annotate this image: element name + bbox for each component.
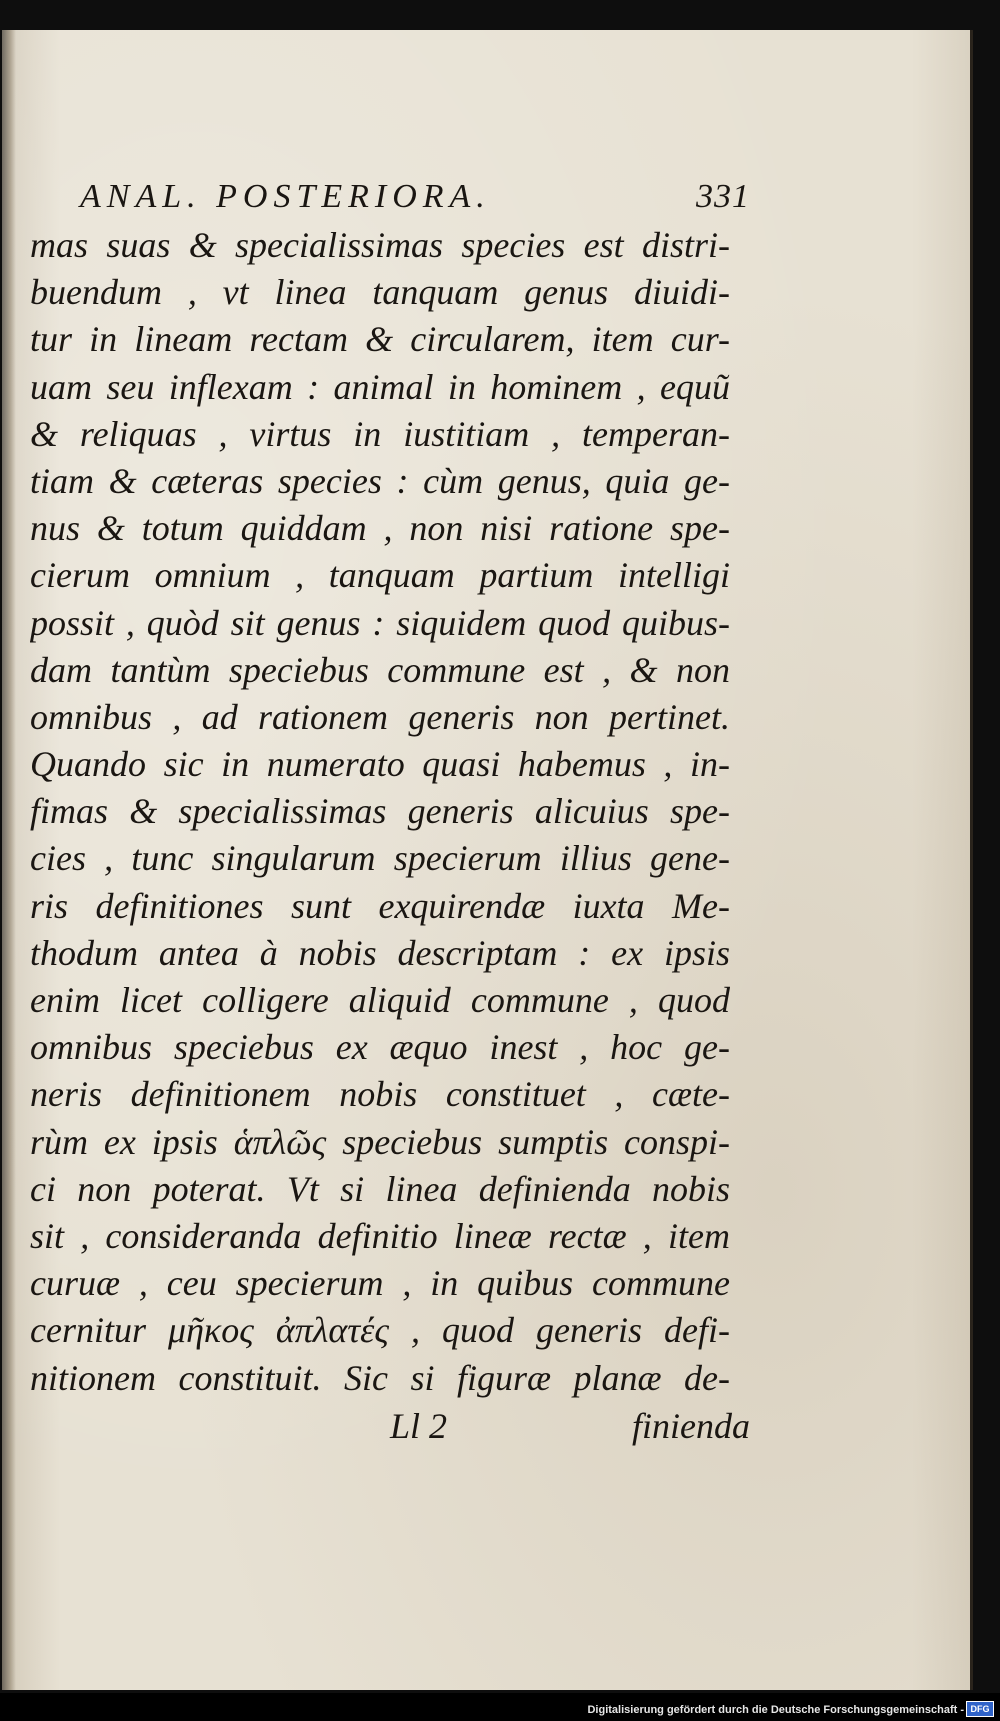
- page-number: 331: [696, 178, 750, 215]
- text-line: thodum antea à nobis descriptam : ex ipsis: [30, 932, 730, 973]
- text-line: cernitur μῆκος ἀπλατές , quod generis defi-: [30, 1310, 730, 1351]
- text-line: tiam & cæteras species : cùm genus, quia ge-: [30, 460, 730, 501]
- text-block: [30, 178, 750, 1450]
- running-head: [80, 178, 750, 216]
- text-line: enim licet colligere aliquid commune , quod: [30, 980, 730, 1020]
- text-line: omnibus , ad rationem generis non pertinet.: [30, 696, 730, 737]
- funding-credit: Digitalisierung gefördert durch die Deutsche Forschungsgemeinschaft -: [587, 1704, 964, 1716]
- text-line: ci non poterat. Vt si linea definienda nobis: [30, 1168, 730, 1209]
- text-line: curuæ , ceu specierum , in quibus commune: [30, 1263, 730, 1304]
- text-line: rùm ex ipsis ἁπλῶς speciebus sumptis conspi-: [30, 1121, 730, 1162]
- text-line: mas suas & specialissimas species est distri-: [30, 225, 730, 265]
- signature-mark: Ll 2: [390, 1405, 448, 1446]
- signature-row: [30, 1402, 750, 1450]
- book-page: [2, 30, 973, 1690]
- catchword: finienda: [632, 1405, 750, 1446]
- text-line: cies , tunc singularum specierum illius gene-: [30, 838, 730, 879]
- text-line: nus & totum quiddam , non nisi ratione spe-: [30, 508, 730, 549]
- text-line: dam tantùm speciebus commune est , & non: [30, 649, 730, 690]
- text-line: possit , quòd sit genus : siquidem quod quibus-: [30, 602, 730, 643]
- page-gutter-shadow: [2, 30, 16, 1690]
- text-line: omnibus speciebus ex æquo inest , hoc ge-: [30, 1027, 730, 1068]
- footer-bar: [0, 1693, 1000, 1721]
- dfg-logo: DFG: [966, 1701, 994, 1717]
- text-line: fimas & specialissimas generis alicuius spe-: [30, 791, 730, 832]
- text-line: nitionem constituit. Sic si figuræ planæ de-: [30, 1357, 730, 1398]
- running-head-title: ANAL. POSTERIORA.: [80, 178, 491, 215]
- body-text: [30, 222, 750, 1402]
- text-line: neris definitionem nobis constituet , cæte-: [30, 1074, 730, 1115]
- text-line: ris definitiones sunt exquirendæ iuxta Me-: [30, 885, 730, 926]
- text-line: cierum omnium , tanquam partium intelligi: [30, 555, 730, 596]
- text-line: tur in lineam rectam & circularem, item cur-: [30, 319, 730, 360]
- text-line: buendum , vt linea tanquam genus diuidi-: [30, 272, 730, 313]
- text-line: & reliquas , virtus in iustitiam , temperan-: [30, 413, 730, 454]
- text-line: sit , consideranda definitio lineæ rectæ , item: [30, 1215, 730, 1256]
- text-line: Quando sic in numerato quasi habemus , in-: [30, 744, 730, 785]
- text-line: uam seu inflexam : animal in hominem , equũ: [30, 366, 730, 407]
